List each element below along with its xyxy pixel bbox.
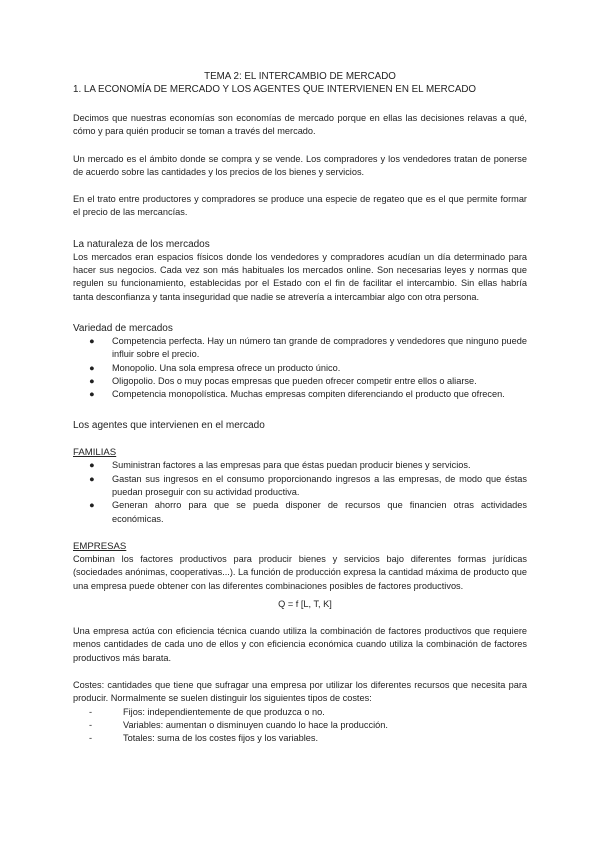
eficiencia-paragraph: Una empresa actúa con eficiencia técnica cuando utiliza la combinación de factores productivos que requiere menos cantidades de cada uno de ellos y con eficiencia económica cuando utiliza la combinación de factores productivos más barata.	[73, 626, 527, 663]
list-item: ● Gastan sus ingresos en el consumo proporcionando ingresos a las empresas, de modo que éstas puedan proseguir con su actividad productiva.	[89, 473, 527, 498]
list-item: ● Generan ahorro para que se pueda disponer de recursos que financien otras actividades económicas.	[89, 500, 527, 524]
list-item: - Fijos: independientemente de que produzca o no.	[89, 706, 527, 719]
agentes-heading: Los agentes que intervienen en el mercado	[73, 420, 265, 432]
variedad-list	[73, 335, 527, 401]
empresas-heading: EMPRESAS	[73, 540, 127, 552]
bullet-icon: ●	[89, 389, 95, 400]
intro-paragraph-1: Decimos que nuestras economías son economías de mercado porque en ellas las decisiones relavas a qué, cómo y para quién producir se toman a través del mercado.	[73, 113, 527, 137]
costes-list	[73, 706, 527, 746]
document-title: TEMA 2: EL INTERCAMBIO DE MERCADO	[204, 71, 396, 82]
list-item: ● Suministran factores a las empresas para que éstas puedan producir bienes y servicios.	[89, 459, 527, 472]
costes-paragraph: Costes: cantidades que tiene que sufragar una empresa por utilizar los diferentes recursos que necesita para producir. Normalmente se suelen distinguir los siguientes tipos de costes:	[73, 680, 527, 704]
intro-paragraph-2: Un mercado es el ámbito donde se compra y se vende. Los compradores y los vendedores tratan de ponerse de acuerdo sobre las cantidades y los precios de los bienes y servicios.	[73, 153, 527, 177]
section-title: 1. LA ECONOMÍA DE MERCADO Y LOS AGENTES QUE INTERVIENEN EN EL MERCADO	[73, 84, 477, 95]
bullet-icon: ●	[89, 460, 95, 471]
list-item: ● Oligopolio. Dos o muy pocas empresas que pueden ofrecer competir entre ellos o aliarse.	[89, 375, 527, 388]
list-item: ● Monopolio. Una sola empresa ofrece un producto único.	[89, 362, 527, 375]
dash-icon: -	[89, 706, 93, 717]
variedad-heading: Variedad de mercados	[73, 322, 173, 334]
bullet-icon: ●	[89, 362, 95, 373]
bullet-icon: ●	[89, 375, 95, 386]
production-formula: Q = f [L, T, K]	[278, 598, 332, 609]
bullet-icon: ●	[89, 500, 95, 511]
familias-heading: FAMILIAS	[73, 447, 117, 459]
empresas-paragraph: Combinan los factores productivos para producir bienes y servicios bajo diferentes formas jurídicas (sociedades anónimas, cooperativas...). La función de producción expresa la cantidad máxima de producto que una empresa puede obtener con las diferentes combinaciones posibles de factores productivos.	[73, 553, 527, 591]
list-item: - Totales: suma de los costes fijos y los variables.	[89, 732, 527, 745]
list-item: ● Competencia perfecta. Hay un número tan grande de compradores y vendedores que ninguno puede influir sobre el precio.	[89, 335, 527, 360]
dash-icon: -	[89, 719, 93, 730]
list-item: - Variables: aumentan o disminuyen cuando lo hace la producción.	[89, 719, 527, 732]
naturaleza-heading: La naturaleza de los mercados	[73, 238, 210, 250]
naturaleza-paragraph: Los mercados eran espacios físicos donde los vendedores y compradores acudían un día determinado para hacer sus negocios. Cada vez son más habituales los mercados online. Son necesarias leyes y normas que regulen su funcionamiento, establecidas por el Estado con el fin de facilitar el intercambio. Sin ellas habría tanta desconfianza y tanta inseguridad que nadie se atrevería a intercambiar algo con otra persona.	[73, 251, 527, 302]
dash-icon: -	[89, 733, 93, 744]
list-item: ● Competencia monopolística. Muchas empresas compiten diferenciando el producto que ofrecen.	[89, 388, 527, 401]
familias-list	[73, 459, 527, 525]
bullet-icon: ●	[89, 335, 95, 346]
intro-paragraph-3: En el trato entre productores y compradores se produce una especie de regateo que es el que permite formar el precio de las mercancías.	[73, 194, 527, 218]
bullet-icon: ●	[89, 473, 95, 484]
